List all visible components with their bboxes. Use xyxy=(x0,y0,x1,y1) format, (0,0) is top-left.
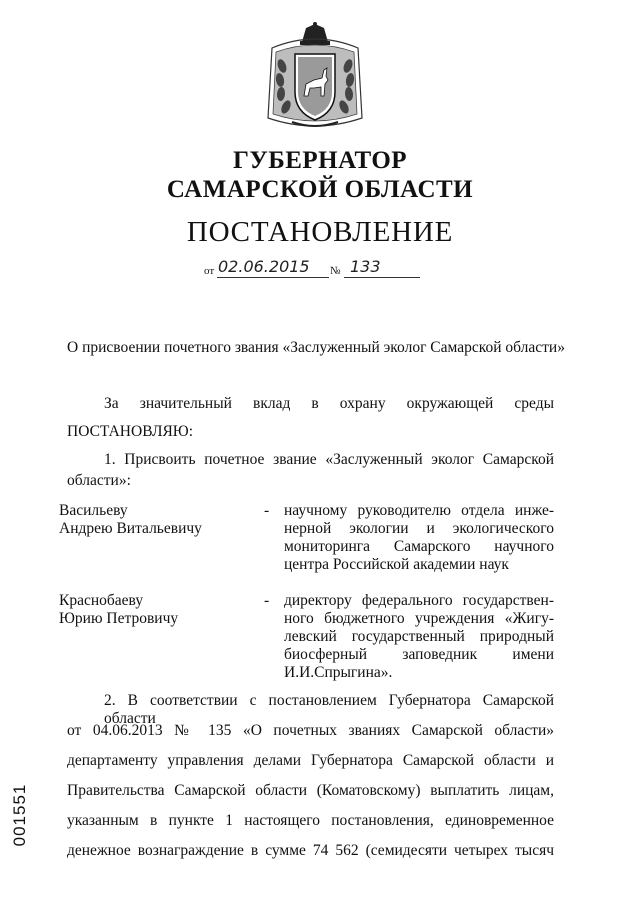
awardee-dash: - xyxy=(264,502,270,519)
position-line: директору федерального государствен- xyxy=(284,592,554,609)
item2-line: денежное вознаграждение в сумме 74 562 (семидесяти четырех тысяч xyxy=(67,842,554,859)
awardee-dash: - xyxy=(264,592,270,609)
position-line: левский государственный природный xyxy=(284,628,554,645)
document-subject: О присвоении почетного звания «Заслуженный эколог Самарской области» xyxy=(67,339,565,356)
position-line: нерной экологии и экологического xyxy=(284,520,554,537)
item2-line: от 04.06.2013 № 135 «О почетных званиях Самарской области» xyxy=(67,722,554,739)
position-line: мониторинга Самарского научного xyxy=(284,538,554,555)
side-registration-stamp xyxy=(0,770,40,860)
date-value: 02.06.2015 xyxy=(218,257,310,276)
issuer-title: ГУБЕРНАТОР xyxy=(232,147,408,174)
position-line: биосферный заповедник имени xyxy=(284,646,554,663)
stamp-number: 001551 xyxy=(10,783,29,847)
awardee-name xyxy=(59,592,178,628)
number-prefix: № xyxy=(330,265,341,277)
coat-of-arms-icon xyxy=(262,22,368,134)
document-type: ПОСТАНОВЛЕНИЕ xyxy=(186,216,454,248)
item2-first-line: 2. В соответствии с постановлением Губернатора Самарской области xyxy=(104,692,554,727)
awardee-surname: Васильеву xyxy=(59,502,128,519)
preamble-line: За значительный вклад в охрану окружающей среды xyxy=(104,395,554,412)
position-line: центра Российской академии наук xyxy=(284,556,509,573)
number-value: 133 xyxy=(350,257,381,276)
item2-line: департаменту управления делами Губернатора Самарской области и xyxy=(67,752,554,769)
awardee-given-names: Юрию Петровичу xyxy=(59,610,179,627)
awardee-name xyxy=(59,502,202,538)
date-prefix: от xyxy=(204,265,215,277)
position-line: научному руководителю отдела инже- xyxy=(284,502,554,519)
position-line: ного бюджетного учреждения «Жигу- xyxy=(284,610,554,627)
awardee-position xyxy=(284,592,554,682)
item1-line-end: области»: xyxy=(67,472,131,489)
awardee-position xyxy=(284,502,554,574)
date-underline xyxy=(217,277,329,278)
date-number-line xyxy=(204,258,444,282)
resolve-word: ПОСТАНОВЛЯЮ: xyxy=(67,423,194,440)
position-line: И.И.Спрыгина». xyxy=(284,664,393,681)
item2-line: указанным в пункте 1 настоящего постановления, единовременное xyxy=(67,812,554,829)
item2-line: Правительства Самарской области (Коматовскому) выплатить лицам, xyxy=(67,782,554,799)
item2-body xyxy=(67,716,554,866)
number-underline xyxy=(344,277,420,278)
item1-line: 1. Присвоить почетное звание «Заслуженный эколог Самарской xyxy=(104,451,554,468)
issuer-region: САМАРСКОЙ ОБЛАСТИ xyxy=(166,176,474,203)
awardee-surname: Краснобаеву xyxy=(59,592,144,609)
awardee-given-names: Андрею Витальевичу xyxy=(59,520,202,537)
